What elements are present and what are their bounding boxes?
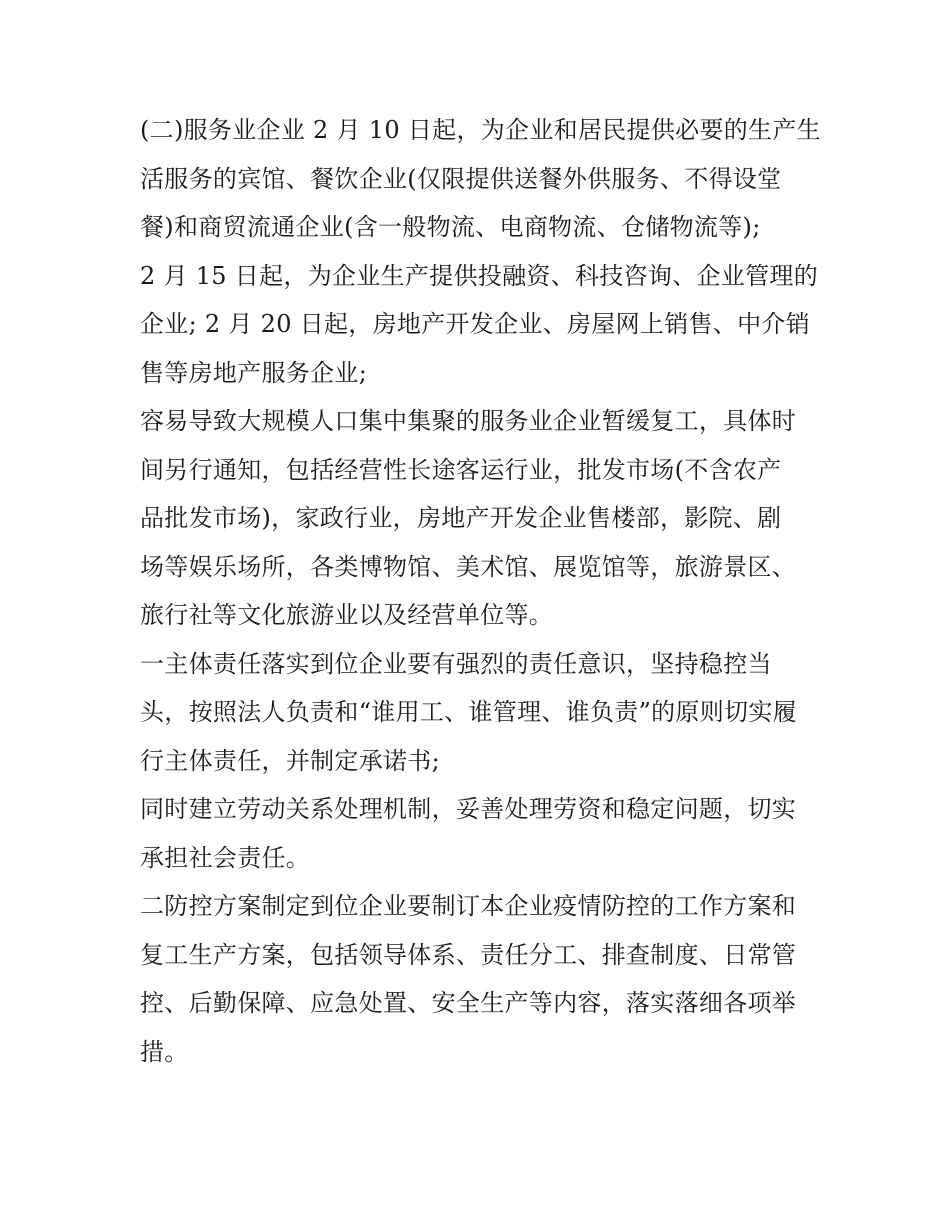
text-line: 二防控方案制定到位企业要制订本企业疫情防控的工作方案和 <box>140 892 797 920</box>
text-line: 头，按照法人负责和“谁用工、谁管理、谁负责”的原则切实履 <box>140 698 797 726</box>
text-line: 企业; 2 月 20 日起，房地产开发企业、房屋网上销售、中介销 <box>140 310 811 338</box>
text-line: 品批发市场)，家政行业，房地产开发企业售楼部，影院、剧 <box>140 504 782 532</box>
text-line: 行主体责任，并制定承诺书; <box>140 746 440 775</box>
text-line: 售等房地产服务企业; <box>140 358 368 387</box>
text-line: 承担社会责任。 <box>140 843 311 872</box>
text-line: 容易导致大规模人口集中集聚的服务业企业暂缓复工，具体时 <box>140 407 797 435</box>
text-line: 餐)和商贸流通企业(含一般物流、电商物流、仓储物流等); <box>140 213 761 241</box>
text-line: 旅行社等文化旅游业以及经营单位等。 <box>140 601 554 629</box>
document-body <box>140 106 820 1076</box>
text-line: 控、后勤保障、应急处置、安全生产等内容，落实落细各项举 <box>140 989 797 1017</box>
text-line: (二)服务业企业 2 月 10 日起，为企业和居民提供必要的生产生 <box>140 116 821 144</box>
text-line: 2 月 15 日起，为企业生产提供投融资、科技咨询、企业管理的 <box>140 261 818 290</box>
text-line: 一主体责任落实到位企业要有强烈的责任意识，坚持稳控当 <box>140 649 772 678</box>
text-line: 同时建立劳动关系处理机制，妥善处理劳资和稳定问题，切实 <box>140 795 797 823</box>
text-line: 活服务的宾馆、餐饮企业(仅限提供送餐外供服务、不得设堂 <box>140 164 782 193</box>
text-line: 复工生产方案，包括领导体系、责任分工、排查制度、日常管 <box>140 940 797 969</box>
text-line: 间另行通知，包括经营性长途客运行业，批发市场(不含农产 <box>140 455 782 484</box>
text-line: 场等娱乐场所，各类博物馆、美术馆、展览馆等，旅游景区、 <box>140 552 797 581</box>
text-line: 措。 <box>140 1037 189 1066</box>
